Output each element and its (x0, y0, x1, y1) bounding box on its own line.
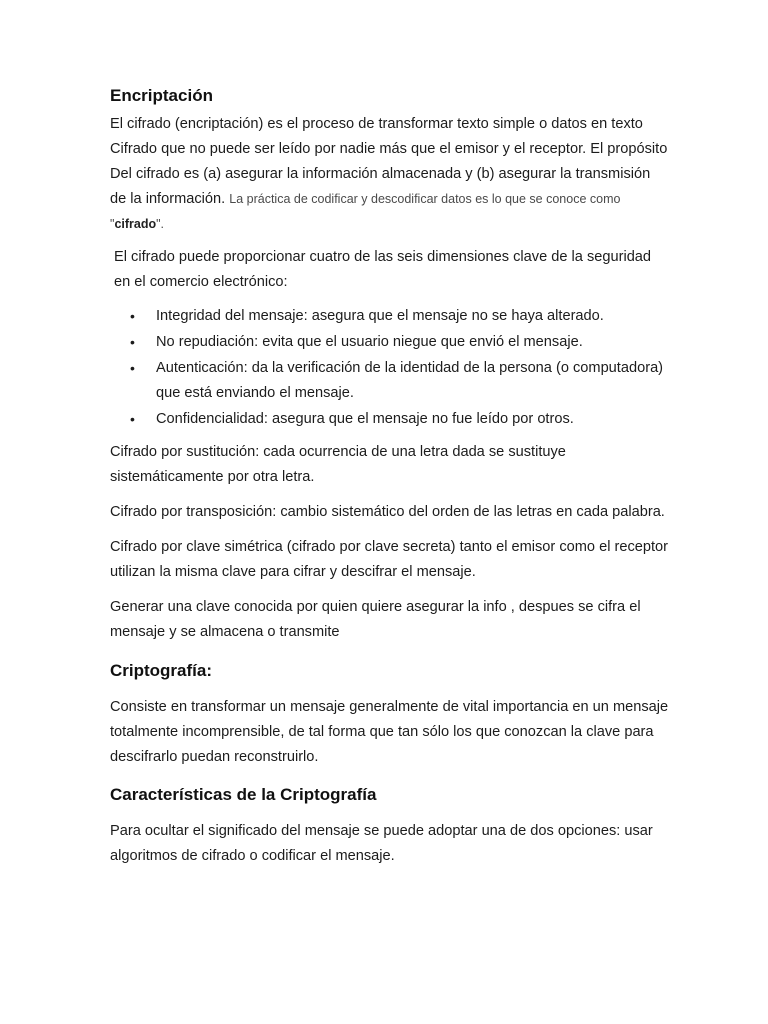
dimensions-intro: El cifrado puede proporcionar cuatro de las seis dimensiones clave de la seguridad en el comercio electrónico: (114, 249, 652, 290)
intro-main-text: El cifrado (encriptación) es el proceso de transformar texto simple o datos en texto Cifrado que no puede ser leído por nadie más que el emisor y el receptor. El propósito Del cifrado es (a) asegurar la información almacenada y (b) asegurar la transmisión de la información. (110, 116, 668, 207)
paragraph-simetrica: Cifrado por clave simétrica (cifrado por clave secreta) tanto el emisor como el receptor utilizan la misma clave para cifrar y descifrar el mensaje. (110, 539, 669, 580)
paragraph-transposicion: Cifrado por transposición: cambio sistemático del orden de las letras en cada palabra. (110, 504, 665, 520)
list-item (110, 304, 670, 329)
criptografia-text: Consiste en transformar un mensaje generalmente de vital importancia en un mensaje totalmente incomprensible, de tal forma que tan sólo los que conozcan la clave para descifrarlo puedan reconstruirlo. (110, 699, 669, 765)
dimensions-list (110, 304, 670, 432)
intro-small-bold: cifrado (114, 217, 157, 231)
heading-criptografia: Criptografía: (110, 661, 212, 680)
document-page (110, 84, 670, 869)
intro-paragraph (110, 112, 670, 237)
bullet-icon: • (130, 411, 135, 427)
list-item-text: No repudiación: evita que el usuario niegue que envió el mensaje. (156, 334, 583, 350)
bullet-icon: • (130, 334, 135, 350)
caracteristicas-text: Para ocultar el significado del mensaje se puede adoptar una de dos opciones: usar algoritmos de cifrado o codificar el mensaje. (110, 823, 653, 864)
list-item-text: Autenticación: da la verificación de la identidad de la persona (o computadora) que está enviando el mensaje. (156, 360, 664, 401)
paragraph-generar: Generar una clave conocida por quien quiere asegurar la info , despues se cifra el mensaje y se almacena o transmite (110, 599, 641, 640)
paragraph-sustitucion: Cifrado por sustitución: cada ocurrencia de una letra dada se sustituye sistemáticamente por otra letra. (110, 444, 566, 485)
list-item (110, 407, 670, 432)
list-item-text: Integridad del mensaje: asegura que el mensaje no se haya alterado. (156, 308, 604, 324)
bullet-icon: • (130, 308, 135, 324)
bullet-icon: • (130, 360, 135, 376)
heading-caracteristicas: Características de la Criptografía (110, 785, 377, 804)
heading-encriptacion: Encriptación (110, 86, 213, 105)
intro-small-suffix: ". (156, 217, 165, 231)
list-item (110, 330, 670, 355)
list-item-text: Confidencialidad: asegura que el mensaje no fue leído por otros. (156, 411, 574, 427)
list-item (110, 356, 670, 406)
intro-small-prefix: La práctica de codificar y descodificar datos es lo que se conoce como " (110, 192, 621, 231)
